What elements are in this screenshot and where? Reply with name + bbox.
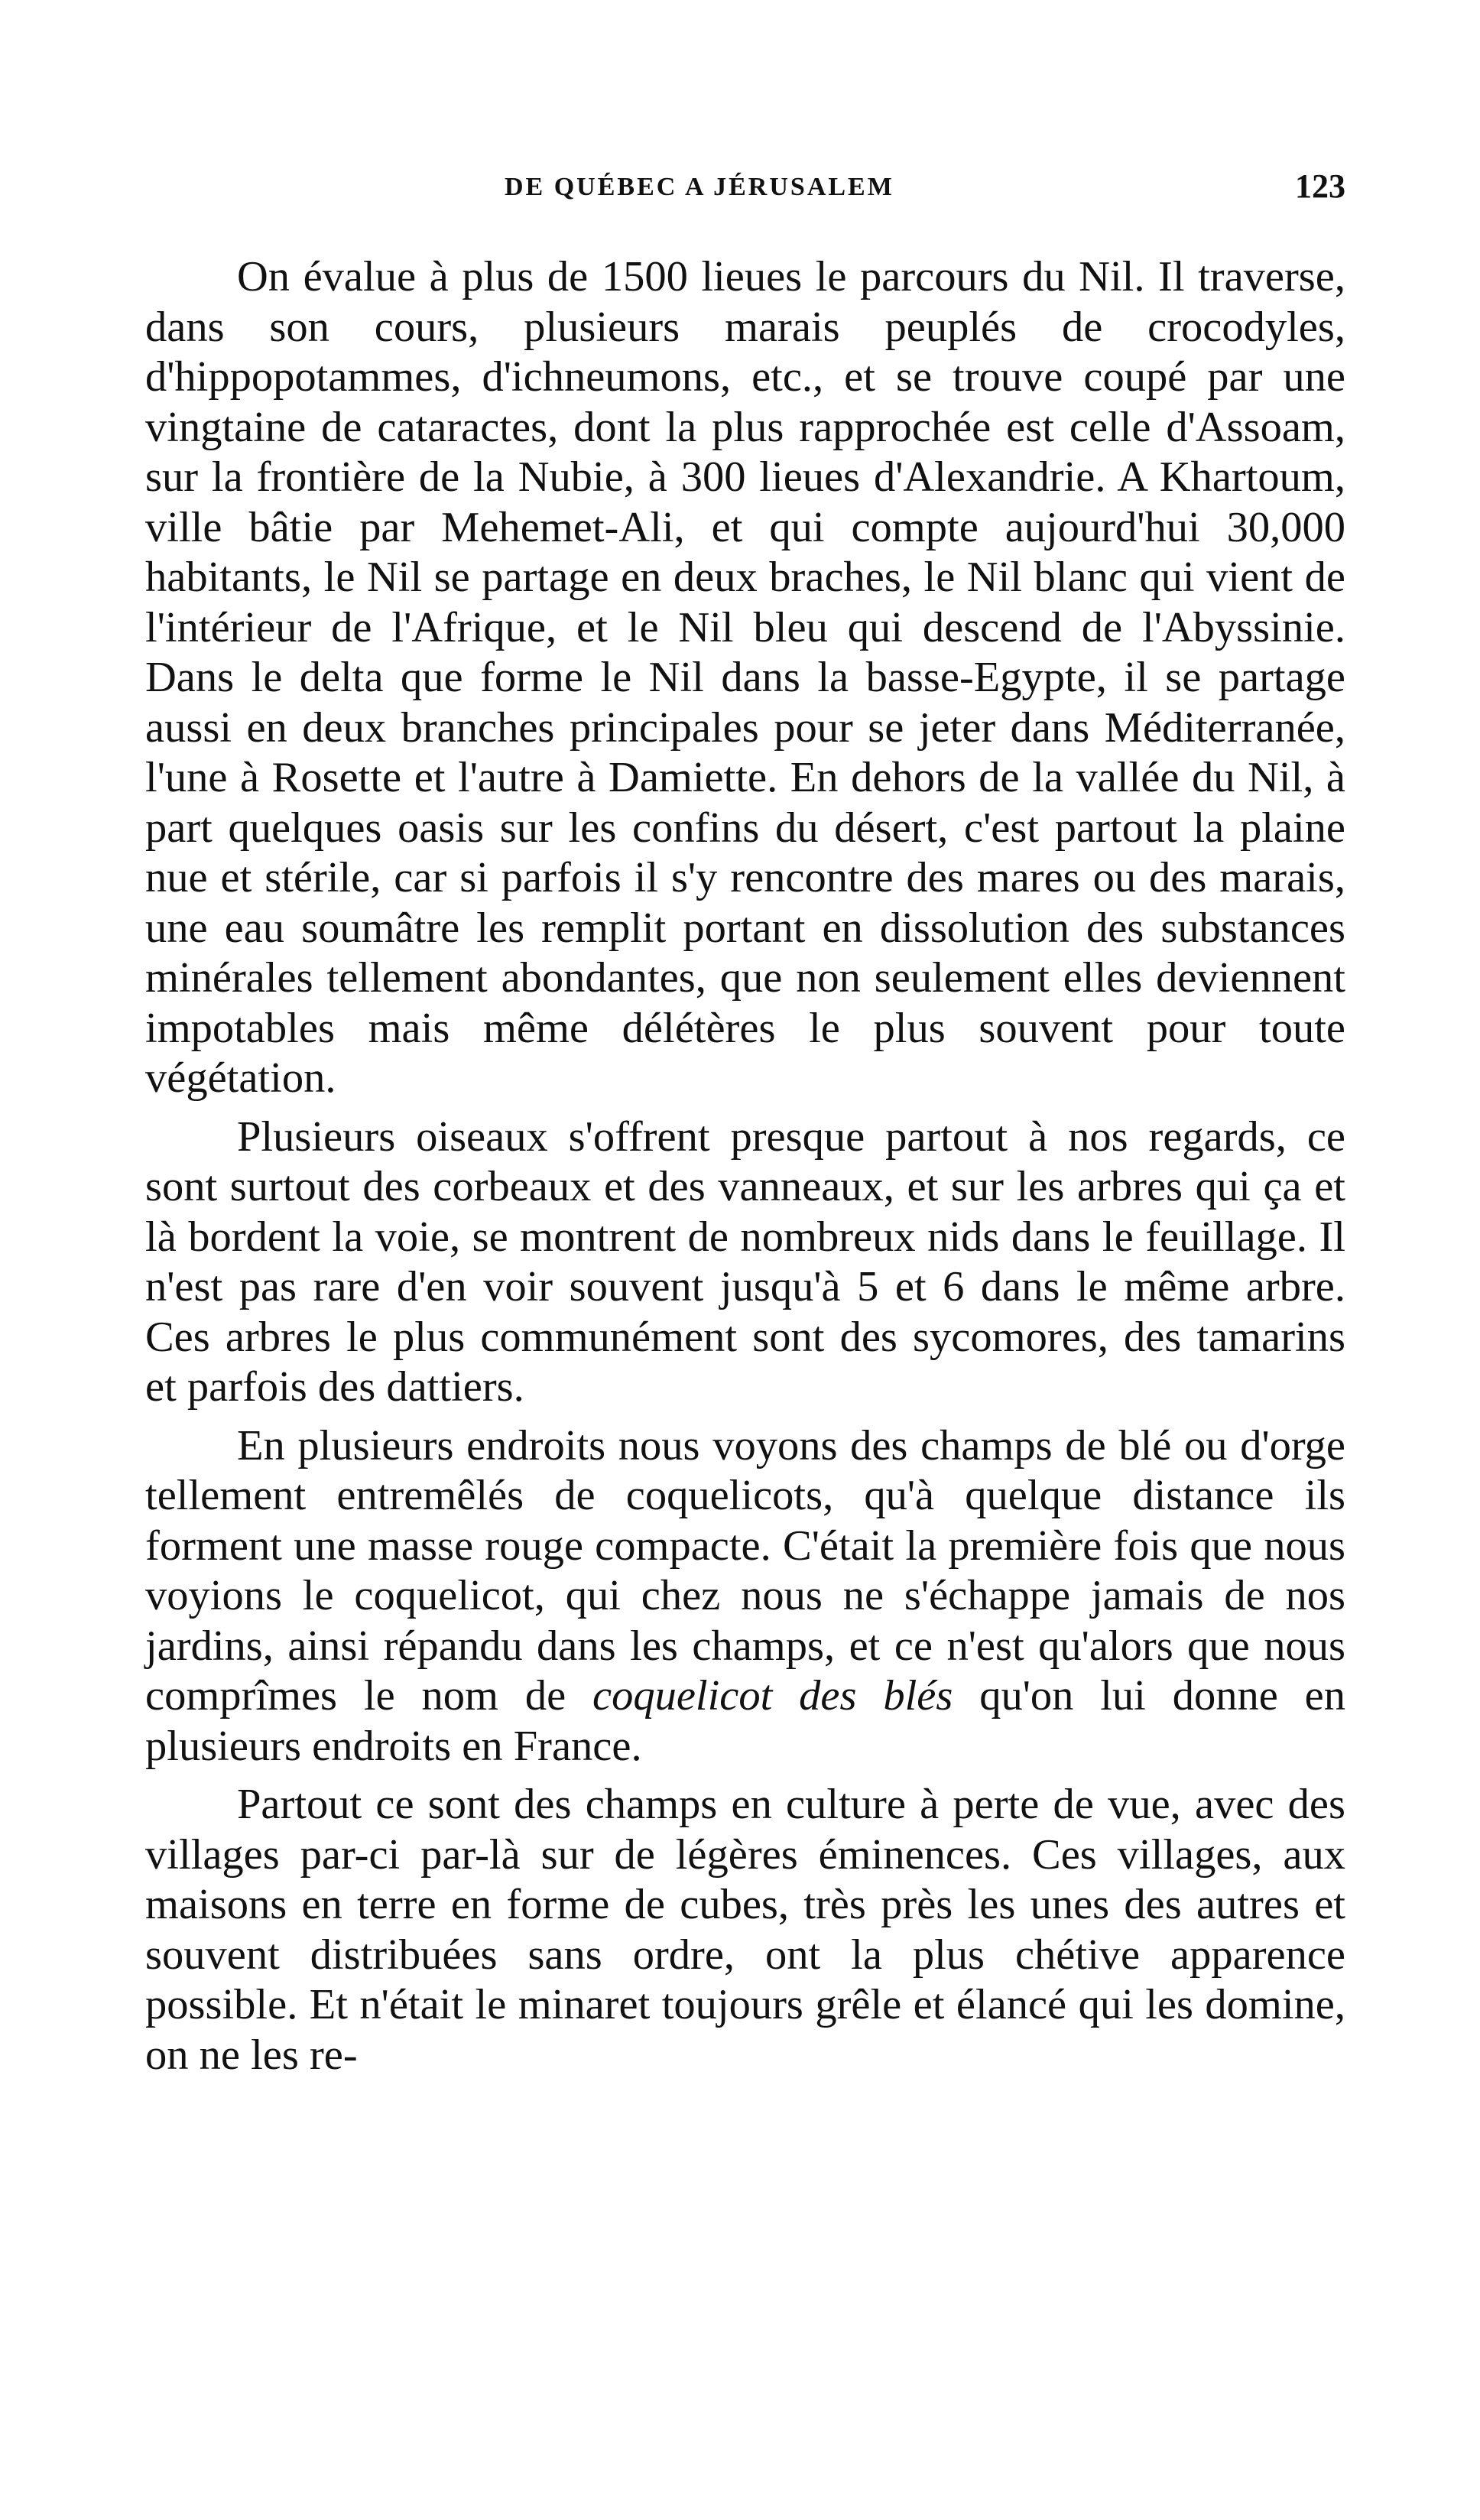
running-head xyxy=(138,167,1345,213)
body-text xyxy=(145,252,1345,2080)
italic-term: coquelicot des blés xyxy=(592,1672,953,1720)
paragraph-birds: Plusieurs oiseaux s'offrent presque partout à nos regards, ce sont surtout des corbeaux et des vanneaux, et sur les arbres qui ça et là bordent la voie, se montrent de nombreux nids dans le feuillage. Il n'est pas rare d'en voir souvent jusqu'à 5 et 6 dans le même arbre. Ces arbres le plus communément sont des sycomores, des tamarins et parfois des dattiers. xyxy=(145,1112,1345,1411)
paragraph-poppies-end: qu'on lui donne en plusieurs endroits en France. xyxy=(145,1672,1345,1770)
page-number: 123 xyxy=(1295,167,1345,205)
paragraph-villages: Partout ce sont des champs en culture à perte de vue, avec des villages par-ci par-là sur de légères éminences. Ces villages, aux maisons en terre en forme de cubes, très près les unes des autres et souvent distribuées sans ordre, ont la plus chétive apparence possible. Et n'était le minaret toujours grêle et élancé qui les domine, on ne les re- xyxy=(145,1781,1345,2079)
running-title: DE QUÉBEC A JÉRUSALEM xyxy=(505,173,894,201)
paragraph-nile-course: On évalue à plus de 1500 lieues le parcours du Nil. Il traverse, dans son cours, plusieurs marais peuplés de crocodyles, d'hippopotammes, d'ichneumons, etc., et se trouve coupé par une vingtaine de cataractes, dont la plus rapprochée est celle d'Assoam, sur la frontière de la Nubie, à 300 lieues d'Alexandrie. A Khartoum, ville bâtie par Mehemet-Ali, et qui compte aujourd'hui 30,000 habitants, le Nil se partage en deux braches, le Nil blanc qui vient de l'intérieur de l'Afrique, et le Nil bleu qui descend de l'Abyssinie. Dans le delta que forme le Nil dans la basse-Egypte, il se partage aussi en deux branches principales pour se jeter dans Méditerranée, l'une à Rosette et l'autre à Damiette. En dehors de la vallée du Nil, à part quelques oasis sur les confins du désert, c'est partout la plaine nue et stérile, car si parfois il s'y rencontre des mares ou des marais, une eau soumâtre les remplit portant en dissolution des substances minérales tellement abondantes, que non seulement elles deviennent impotables mais même délétères le plus souvent pour toute végétation. xyxy=(145,253,1345,1102)
paragraph-poppies xyxy=(145,1421,1345,1772)
paragraph-poppies-start: En plusieurs endroits nous voyons des champs de blé ou d'orge tellement entremêlés de coquelicots, qu'à quelque distance ils forment une masse rouge compacte. C'était la première fois que nous voyions le coquelicot, qui chez nous ne s'échappe jamais de nos jardins, ainsi répandu dans les champs, et ce n'est qu'alors que nous comprîmes le nom de xyxy=(145,1421,1345,1720)
